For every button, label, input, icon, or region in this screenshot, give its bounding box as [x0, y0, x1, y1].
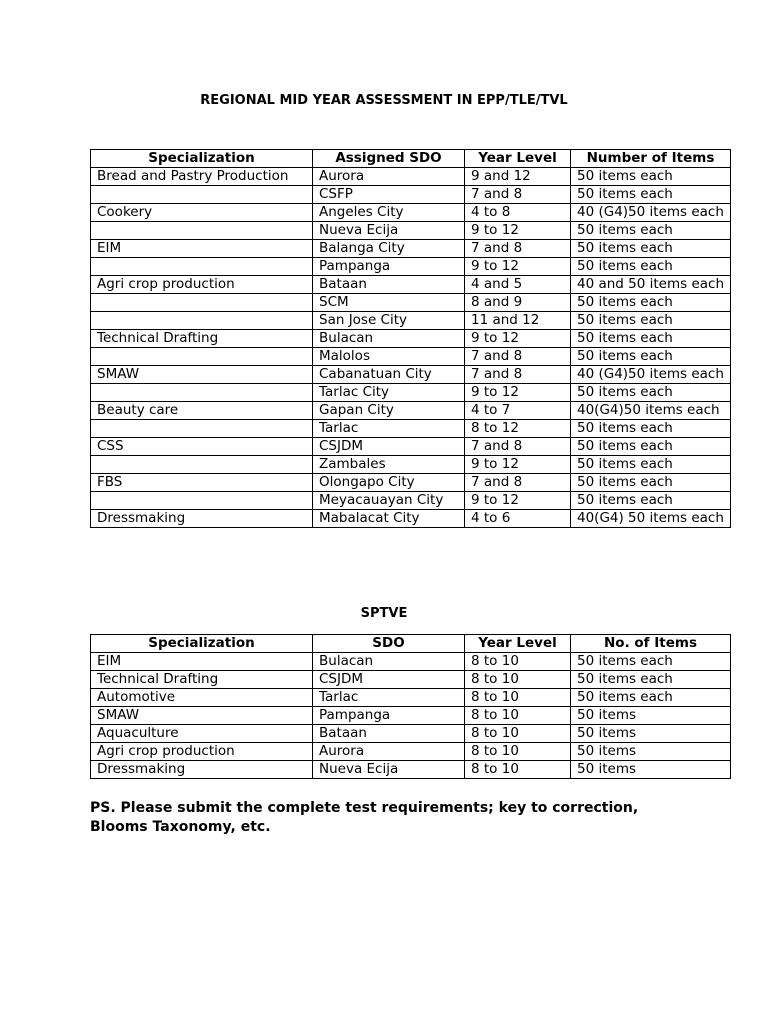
sdo-cell: Mabalacat City [313, 510, 465, 528]
year-level-cell: 8 to 12 [465, 420, 571, 438]
specialization-cell [91, 258, 313, 276]
table-row [91, 492, 731, 510]
items-cell: 50 items each [571, 168, 731, 186]
table-row [91, 240, 731, 258]
specialization-cell: Aquaculture [91, 725, 313, 743]
sdo-cell: CSFP [313, 186, 465, 204]
table-row [91, 168, 731, 186]
sdo-cell: Malolos [313, 348, 465, 366]
year-level-cell: 8 to 10 [465, 743, 571, 761]
table-row [91, 707, 731, 725]
assessment-table [90, 149, 731, 528]
year-level-cell: 9 and 12 [465, 168, 571, 186]
items-cell: 50 items each [571, 222, 731, 240]
submission-note: PS. Please submit the complete test requirements; key to correction, Blooms Taxonomy, etc. [90, 800, 639, 835]
items-cell: 40(G4) 50 items each [571, 510, 731, 528]
table-row [91, 366, 731, 384]
year-level-cell: 7 and 8 [465, 438, 571, 456]
sdo-cell: Tarlac [313, 420, 465, 438]
year-level-cell: 8 to 10 [465, 707, 571, 725]
specialization-cell [91, 384, 313, 402]
table-row [91, 420, 731, 438]
specialization-cell [91, 492, 313, 510]
sdo-cell: CSJDM [313, 671, 465, 689]
sdo-cell: Pampanga [313, 707, 465, 725]
items-cell: 40 (G4)50 items each [571, 204, 731, 222]
year-level-cell: 8 and 9 [465, 294, 571, 312]
year-level-cell: 9 to 12 [465, 492, 571, 510]
table-row [91, 294, 731, 312]
year-level-cell: 7 and 8 [465, 240, 571, 258]
year-level-cell: 7 and 8 [465, 186, 571, 204]
table-row [91, 474, 731, 492]
specialization-cell [91, 420, 313, 438]
year-level-cell: 4 to 8 [465, 204, 571, 222]
table-row [91, 330, 731, 348]
year-level-cell: 11 and 12 [465, 312, 571, 330]
specialization-cell: FBS [91, 474, 313, 492]
items-cell: 50 items each [571, 240, 731, 258]
specialization-cell: EIM [91, 240, 313, 258]
items-cell: 50 items each [571, 330, 731, 348]
specialization-cell [91, 186, 313, 204]
items-cell: 50 items [571, 761, 731, 779]
year-level-cell: 9 to 12 [465, 258, 571, 276]
table-header-row [91, 150, 731, 168]
table-header-row [91, 635, 731, 653]
specialization-cell [91, 294, 313, 312]
specialization-cell: Automotive [91, 689, 313, 707]
sdo-cell: SCM [313, 294, 465, 312]
table-row [91, 653, 731, 671]
sdo-cell: Bataan [313, 725, 465, 743]
items-cell: 50 items each [571, 384, 731, 402]
items-cell: 50 items [571, 707, 731, 725]
specialization-cell: Beauty care [91, 402, 313, 420]
column-header: Assigned SDO [313, 150, 465, 168]
column-header: Number of Items [571, 150, 731, 168]
sdo-cell: Bulacan [313, 330, 465, 348]
specialization-cell [91, 312, 313, 330]
sdo-cell: Zambales [313, 456, 465, 474]
items-cell: 50 items [571, 725, 731, 743]
items-cell: 50 items each [571, 258, 731, 276]
specialization-cell [91, 222, 313, 240]
table-row [91, 222, 731, 240]
table-row [91, 312, 731, 330]
specialization-cell: Technical Drafting [91, 671, 313, 689]
table-row [91, 456, 731, 474]
column-header: Specialization [91, 635, 313, 653]
table-row [91, 671, 731, 689]
specialization-cell: Agri crop production [91, 743, 313, 761]
items-cell: 50 items each [571, 474, 731, 492]
sptve-title: SPTVE [360, 606, 408, 621]
year-level-cell: 8 to 10 [465, 761, 571, 779]
sdo-cell: Angeles City [313, 204, 465, 222]
table-row [91, 510, 731, 528]
items-cell: 40 (G4)50 items each [571, 366, 731, 384]
specialization-cell: Agri crop production [91, 276, 313, 294]
table-row [91, 725, 731, 743]
specialization-cell: SMAW [91, 707, 313, 725]
sdo-cell: Nueva Ecija [313, 761, 465, 779]
items-cell: 50 items each [571, 294, 731, 312]
sdo-cell: San Jose City [313, 312, 465, 330]
column-header: No. of Items [571, 635, 731, 653]
table-row [91, 761, 731, 779]
specialization-cell [91, 456, 313, 474]
sdo-cell: Tarlac [313, 689, 465, 707]
items-cell: 50 items each [571, 312, 731, 330]
sdo-cell: Cabanatuan City [313, 366, 465, 384]
year-level-cell: 7 and 8 [465, 474, 571, 492]
year-level-cell: 7 and 8 [465, 366, 571, 384]
sdo-cell: Pampanga [313, 258, 465, 276]
sdo-cell: Olongapo City [313, 474, 465, 492]
year-level-cell: 8 to 10 [465, 689, 571, 707]
year-level-cell: 4 to 6 [465, 510, 571, 528]
column-header: SDO [313, 635, 465, 653]
table-body [91, 168, 731, 528]
column-header: Year Level [465, 150, 571, 168]
column-header: Specialization [91, 150, 313, 168]
table-row [91, 258, 731, 276]
column-header: Year Level [465, 635, 571, 653]
table-row [91, 204, 731, 222]
year-level-cell: 9 to 12 [465, 330, 571, 348]
table-row [91, 438, 731, 456]
year-level-cell: 4 to 7 [465, 402, 571, 420]
sdo-cell: Tarlac City [313, 384, 465, 402]
table-row [91, 402, 731, 420]
sdo-cell: Aurora [313, 743, 465, 761]
items-cell: 50 items each [571, 438, 731, 456]
year-level-cell: 8 to 10 [465, 671, 571, 689]
year-level-cell: 8 to 10 [465, 653, 571, 671]
items-cell: 50 items each [571, 186, 731, 204]
items-cell: 50 items each [571, 456, 731, 474]
table-row [91, 276, 731, 294]
sptve-table [90, 634, 731, 779]
table-row [91, 348, 731, 366]
specialization-cell: Technical Drafting [91, 330, 313, 348]
year-level-cell: 9 to 12 [465, 384, 571, 402]
items-cell: 50 items each [571, 671, 731, 689]
sdo-cell: Balanga City [313, 240, 465, 258]
items-cell: 50 items each [571, 420, 731, 438]
year-level-cell: 7 and 8 [465, 348, 571, 366]
year-level-cell: 9 to 12 [465, 222, 571, 240]
items-cell: 50 items each [571, 348, 731, 366]
table-row [91, 743, 731, 761]
sdo-cell: Gapan City [313, 402, 465, 420]
specialization-cell: EIM [91, 653, 313, 671]
sdo-cell: Aurora [313, 168, 465, 186]
items-cell: 50 items each [571, 689, 731, 707]
sdo-cell: Bataan [313, 276, 465, 294]
document-title: REGIONAL MID YEAR ASSESSMENT IN EPP/TLE/TVL [200, 93, 568, 108]
items-cell: 50 items [571, 743, 731, 761]
items-cell: 40(G4)50 items each [571, 402, 731, 420]
specialization-cell [91, 348, 313, 366]
year-level-cell: 8 to 10 [465, 725, 571, 743]
specialization-cell: Dressmaking [91, 761, 313, 779]
table-body [91, 653, 731, 779]
items-cell: 40 and 50 items each [571, 276, 731, 294]
specialization-cell: Cookery [91, 204, 313, 222]
year-level-cell: 4 and 5 [465, 276, 571, 294]
table-row [91, 186, 731, 204]
sdo-cell: Bulacan [313, 653, 465, 671]
table-row [91, 384, 731, 402]
specialization-cell: Dressmaking [91, 510, 313, 528]
specialization-cell: CSS [91, 438, 313, 456]
items-cell: 50 items each [571, 492, 731, 510]
sdo-cell: CSJDM [313, 438, 465, 456]
table-row [91, 689, 731, 707]
items-cell: 50 items each [571, 653, 731, 671]
sdo-cell: Meyacauayan City [313, 492, 465, 510]
sdo-cell: Nueva Ecija [313, 222, 465, 240]
specialization-cell: SMAW [91, 366, 313, 384]
year-level-cell: 9 to 12 [465, 456, 571, 474]
specialization-cell: Bread and Pastry Production [91, 168, 313, 186]
